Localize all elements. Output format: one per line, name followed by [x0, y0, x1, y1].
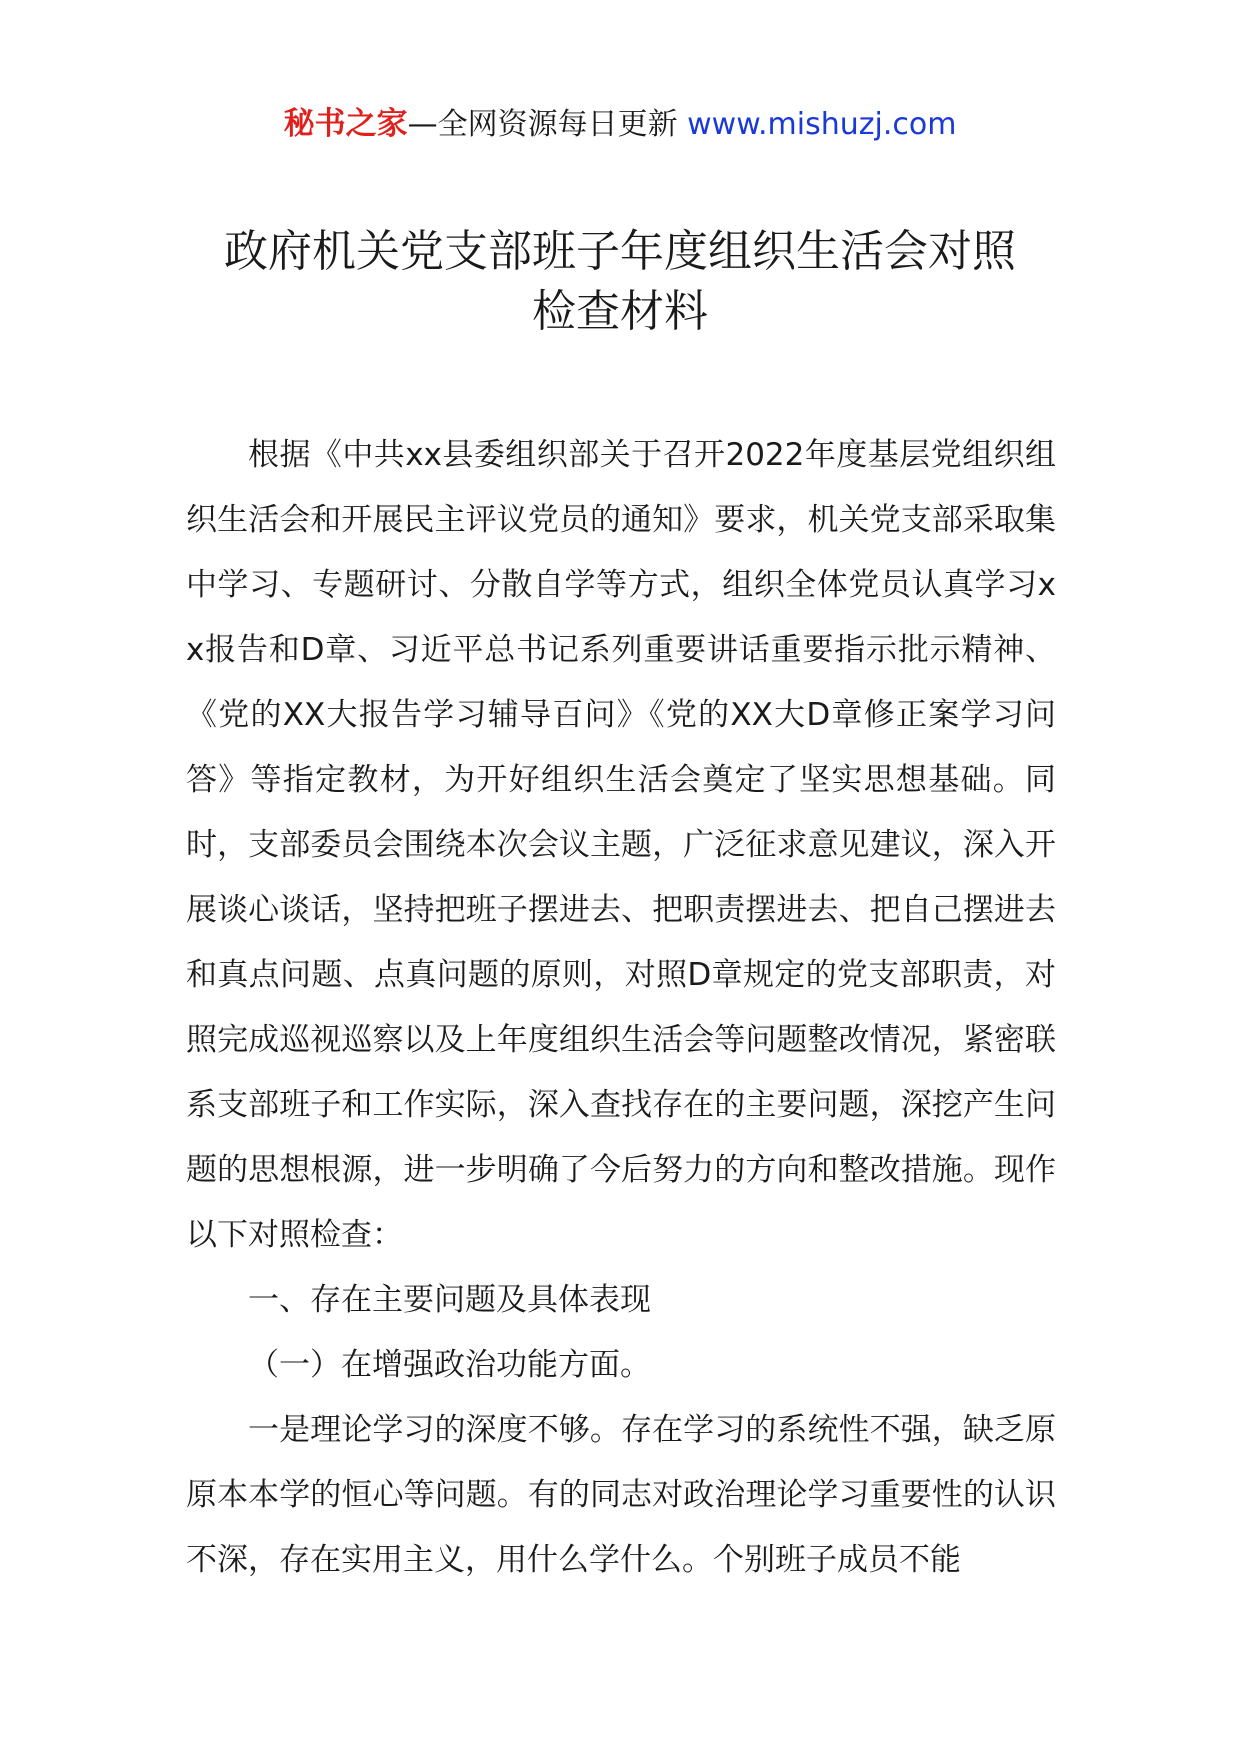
- brand-name: 秘书之家: [283, 106, 408, 142]
- intro-paragraph: 根据《中共xx县委组织部关于召开2022年度基层党组织组织生活会和开展民主评议党员的通知》要求，机关党支部采取集中学习、专题研讨、分散自学等方式，组织全体党员认真学习xx报告和D章、习近平总书记系列重要讲话重要指示批示精神、《党的XX大报告学习辅导百问》《党的XX大D章修正案学习问答》等指定教材，为开好组织生活会奠定了坚实思想基础。同时，支部委员会围绕本次会议主题，广泛征求意见建议，深入开展谈心谈话，坚持把班子摆进去、把职责摆进去、把自己摆进去和真点问题、点真问题的原则，对照D章规定的党支部职责，对照完成巡视巡察以及上年度组织生活会等问题整改情况，紧密联系支部班子和工作实际，深入查找存在的主要问题，深挖产生问题的思想根源，进一步明确了今后努力的方向和整改措施。现作以下对照检查：: [186, 437, 1056, 1253]
- title-line-1: 政府机关党支部班子年度组织生活会对照: [224, 226, 1016, 277]
- title-line-2: 检查材料: [532, 286, 708, 337]
- section-heading: 一、存在主要问题及具体表现: [248, 1282, 651, 1318]
- site-header: [0, 100, 1240, 149]
- site-url-link[interactable]: www.mishuzj.com: [687, 107, 957, 142]
- subsection-heading: （一）在增强政治功能方面。: [248, 1347, 651, 1383]
- header-tagline: —全网资源每日更新: [407, 107, 678, 142]
- document-title: [150, 222, 1090, 342]
- document-body: [186, 423, 1056, 1593]
- body-paragraph: 一是理论学习的深度不够。存在学习的系统性不强，缺乏原原本本学的恒心等问题。有的同志对政治理论学习重要性的认识不深，存在实用主义，用什么学什么。个别班子成员不能: [186, 1412, 1056, 1578]
